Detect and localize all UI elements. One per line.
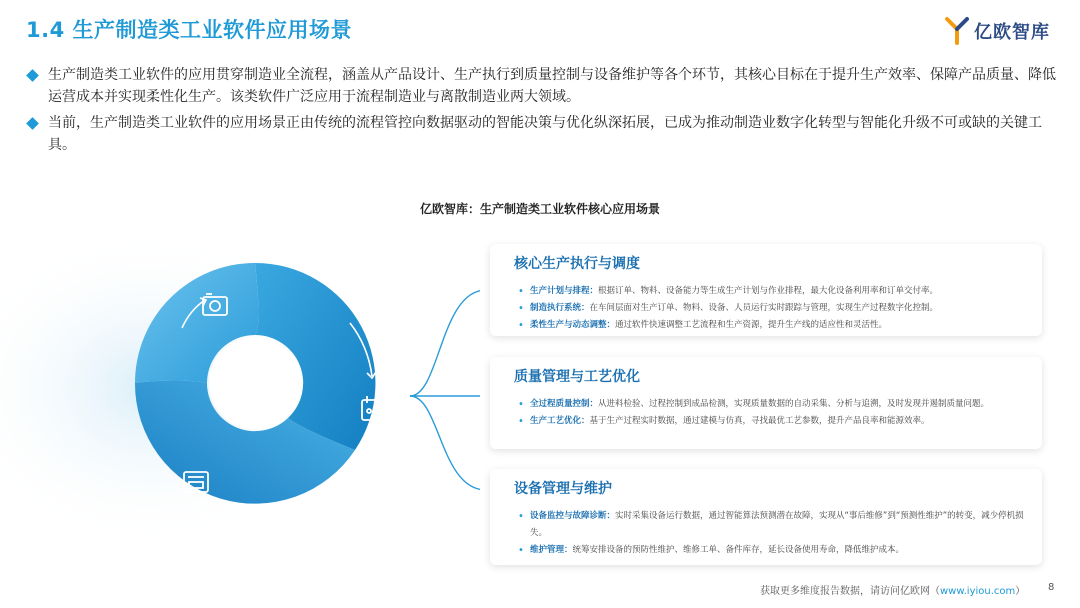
- card-item: • 生产计划与排程：根据订单、物料、设备能力等生成生产计划与作业排程，最大化设备利用率和订单交付率。: [518, 283, 1026, 300]
- cycle-diagram: [0, 228, 480, 568]
- card-title: 核心生产执行与调度: [514, 256, 640, 272]
- connector-line: [410, 290, 480, 396]
- logo: [944, 16, 1064, 46]
- card-item: • 全过程质量控制：从进料检验、过程控制到成品检测，实现质量数据的自动采集、分析与追溯，及时发现并遏制质量问题。: [518, 396, 1026, 413]
- scenario-card-equipment: [490, 469, 1042, 565]
- card-item: • 制造执行系统：在车间层面对生产订单、物料、设备、人员运行实时跟踪与管理，实现生产过程数字化控制。: [518, 300, 1026, 317]
- intro-bullets: [28, 64, 1058, 160]
- bullet-text: 当前，生产制造类工业软件的应用场景正由传统的流程管控向数据驱动的智能决策与优化纵深拓展，已成为推动制造业数字化转型与智能化升级不可或缺的关键工具。: [48, 115, 1042, 153]
- diamond-bullet-icon: [26, 69, 39, 82]
- bullet-text: 生产制造类工业软件的应用贯穿制造业全流程，涵盖从产品设计、生产执行到质量控制与设备维护等各个环节，其核心目标在于提升生产效率、保障产品质量、降低运营成本并实现柔性化生产。该类软件广泛应用于流程制造业与离散制造业两大领域。: [48, 67, 1056, 105]
- footer-note: 获取更多维度报告数据，请访问亿欧网（www.iyiou.com）: [760, 586, 1026, 597]
- page-number: 8: [1048, 582, 1055, 593]
- logo-icon: [944, 16, 970, 46]
- card-title: 设备管理与维护: [514, 481, 612, 497]
- intro-bullet: [28, 112, 1058, 156]
- diamond-bullet-icon: [26, 117, 39, 130]
- scenario-card-quality: [490, 357, 1042, 449]
- card-title: 质量管理与工艺优化: [514, 369, 640, 385]
- card-item: • 维护管理：统筹安排设备的预防性维护、维修工单、备件库存，延长设备使用寿命，降低维护成本。: [518, 542, 1026, 559]
- connector-line: [410, 396, 480, 490]
- page-title: 1.4 生产制造类工业软件应用场景: [26, 18, 353, 42]
- scenario-card-production: [490, 244, 1042, 336]
- card-item: • 生产工艺优化：基于生产过程实时数据，通过建模与仿真，寻找最优工艺参数，提升产品良率和能源效率。: [518, 413, 1026, 430]
- footer-link[interactable]: www.iyiou.com: [940, 586, 1016, 597]
- card-item: • 柔性生产与动态调整：通过软件快速调整工艺流程和生产资源，提升生产线的适应性和灵活性。: [518, 317, 1026, 334]
- intro-bullet: [28, 64, 1058, 108]
- logo-text: 亿欧智库: [974, 22, 1050, 43]
- ring-center: [209, 337, 301, 429]
- diagram-title: 亿欧智库：生产制造类工业软件核心应用场景: [419, 202, 660, 216]
- card-item: • 设备监控与故障诊断：实时采集设备运行数据，通过智能算法预测潜在故障，实现从“事后维修”到“预测性维护”的转变，减少停机损失。: [518, 508, 1026, 542]
